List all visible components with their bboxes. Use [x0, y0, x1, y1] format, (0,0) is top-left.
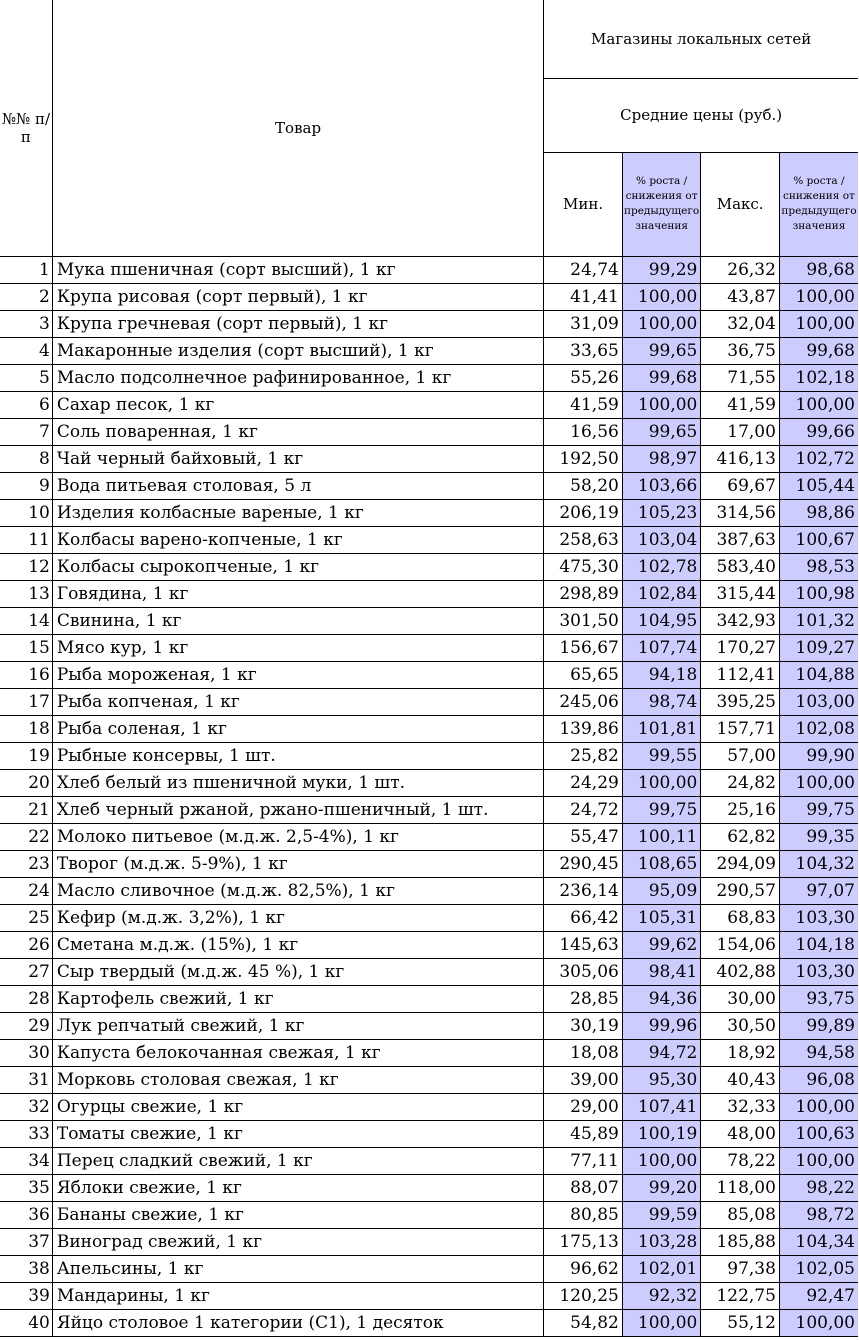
min-change-percent: 103,04	[622, 526, 701, 553]
max-price: 25,16	[701, 796, 780, 823]
product-name: Рыба мороженая, 1 кг	[52, 661, 543, 688]
product-name: Колбасы варено-копченые, 1 кг	[52, 526, 543, 553]
min-change-percent: 99,55	[622, 742, 701, 769]
table-row	[0, 1228, 858, 1255]
product-name: Свинина, 1 кг	[52, 607, 543, 634]
table-row	[0, 472, 858, 499]
product-name: Вода питьевая столовая, 5 л	[52, 472, 543, 499]
min-change-percent: 92,32	[622, 1282, 701, 1309]
max-price: 30,50	[701, 1012, 780, 1039]
table-row	[0, 499, 858, 526]
row-number: 2	[0, 283, 52, 310]
row-number: 38	[0, 1255, 52, 1282]
min-change-percent: 100,11	[622, 823, 701, 850]
product-name: Рыба копченая, 1 кг	[52, 688, 543, 715]
min-change-percent: 105,23	[622, 499, 701, 526]
min-change-percent: 102,01	[622, 1255, 701, 1282]
table-row	[0, 337, 858, 364]
header-pct-min: % роста / снижения от предыдущего значения	[622, 152, 701, 256]
min-change-percent: 107,74	[622, 634, 701, 661]
row-number: 3	[0, 310, 52, 337]
max-price: 30,00	[701, 985, 780, 1012]
product-name: Сахар песок, 1 кг	[52, 391, 543, 418]
product-name: Кефир (м.д.ж. 3,2%), 1 кг	[52, 904, 543, 931]
min-change-percent: 95,09	[622, 877, 701, 904]
min-price: 475,30	[544, 553, 623, 580]
min-price: 58,20	[544, 472, 623, 499]
row-number: 28	[0, 985, 52, 1012]
min-price: 33,65	[544, 337, 623, 364]
max-price: 40,43	[701, 1066, 780, 1093]
row-number: 30	[0, 1039, 52, 1066]
table-row	[0, 742, 858, 769]
product-name: Чай черный байховый, 1 кг	[52, 445, 543, 472]
min-change-percent: 99,65	[622, 337, 701, 364]
table-row	[0, 283, 858, 310]
product-name: Хлеб черный ржаной, ржано-пшеничный, 1 шт.	[52, 796, 543, 823]
min-price: 54,82	[544, 1309, 623, 1336]
row-number: 6	[0, 391, 52, 418]
max-price: 62,82	[701, 823, 780, 850]
min-change-percent: 100,00	[622, 1147, 701, 1174]
min-price: 24,74	[544, 256, 623, 283]
min-price: 41,59	[544, 391, 623, 418]
product-name: Молоко питьевое (м.д.ж. 2,5-4%), 1 кг	[52, 823, 543, 850]
min-change-percent: 100,00	[622, 310, 701, 337]
min-price: 258,63	[544, 526, 623, 553]
table-row	[0, 931, 858, 958]
product-name: Хлеб белый из пшеничной муки, 1 шт.	[52, 769, 543, 796]
product-name: Масло подсолнечное рафинированное, 1 кг	[52, 364, 543, 391]
row-number: 37	[0, 1228, 52, 1255]
min-change-percent: 95,30	[622, 1066, 701, 1093]
table-row	[0, 1282, 858, 1309]
max-price: 416,13	[701, 445, 780, 472]
max-price: 314,56	[701, 499, 780, 526]
row-number: 14	[0, 607, 52, 634]
table-row	[0, 1174, 858, 1201]
min-change-percent: 107,41	[622, 1093, 701, 1120]
max-change-percent: 94,58	[779, 1039, 858, 1066]
max-price: 170,27	[701, 634, 780, 661]
min-price: 156,67	[544, 634, 623, 661]
max-change-percent: 102,72	[779, 445, 858, 472]
max-change-percent: 103,30	[779, 958, 858, 985]
max-change-percent: 93,75	[779, 985, 858, 1012]
table-row	[0, 985, 858, 1012]
max-price: 71,55	[701, 364, 780, 391]
min-change-percent: 103,66	[622, 472, 701, 499]
min-price: 31,09	[544, 310, 623, 337]
product-name: Сметана м.д.ж. (15%), 1 кг	[52, 931, 543, 958]
min-price: 25,82	[544, 742, 623, 769]
max-price: 26,32	[701, 256, 780, 283]
max-change-percent: 100,00	[779, 769, 858, 796]
min-price: 298,89	[544, 580, 623, 607]
row-number: 4	[0, 337, 52, 364]
min-price: 24,72	[544, 796, 623, 823]
header-product: Товар	[52, 0, 543, 256]
header-pct-max: % роста / снижения от предыдущего значения	[779, 152, 858, 256]
min-price: 301,50	[544, 607, 623, 634]
row-number: 13	[0, 580, 52, 607]
max-price: 17,00	[701, 418, 780, 445]
min-change-percent: 99,59	[622, 1201, 701, 1228]
min-price: 41,41	[544, 283, 623, 310]
table-row	[0, 553, 858, 580]
min-price: 45,89	[544, 1120, 623, 1147]
table-row	[0, 823, 858, 850]
table-row	[0, 1039, 858, 1066]
product-name: Яйцо столовое 1 категории (С1), 1 десяток	[52, 1309, 543, 1336]
min-change-percent: 94,72	[622, 1039, 701, 1066]
max-change-percent: 99,75	[779, 796, 858, 823]
table-row	[0, 769, 858, 796]
row-number: 25	[0, 904, 52, 931]
product-name: Рыба соленая, 1 кг	[52, 715, 543, 742]
max-price: 290,57	[701, 877, 780, 904]
table-row	[0, 688, 858, 715]
min-change-percent: 99,20	[622, 1174, 701, 1201]
max-price: 32,04	[701, 310, 780, 337]
row-number: 33	[0, 1120, 52, 1147]
product-name: Перец сладкий свежий, 1 кг	[52, 1147, 543, 1174]
max-price: 57,00	[701, 742, 780, 769]
max-price: 48,00	[701, 1120, 780, 1147]
max-change-percent: 100,00	[779, 1147, 858, 1174]
table-row	[0, 877, 858, 904]
min-price: 16,56	[544, 418, 623, 445]
max-price: 387,63	[701, 526, 780, 553]
max-price: 24,82	[701, 769, 780, 796]
max-price: 32,33	[701, 1093, 780, 1120]
table-row	[0, 310, 858, 337]
min-price: 55,26	[544, 364, 623, 391]
max-change-percent: 103,00	[779, 688, 858, 715]
row-number: 31	[0, 1066, 52, 1093]
min-change-percent: 99,75	[622, 796, 701, 823]
max-change-percent: 102,05	[779, 1255, 858, 1282]
max-change-percent: 98,86	[779, 499, 858, 526]
row-number: 18	[0, 715, 52, 742]
product-name: Сыр твердый (м.д.ж. 45 %), 1 кг	[52, 958, 543, 985]
min-change-percent: 104,95	[622, 607, 701, 634]
max-price: 154,06	[701, 931, 780, 958]
max-change-percent: 96,08	[779, 1066, 858, 1093]
min-price: 120,25	[544, 1282, 623, 1309]
row-number: 40	[0, 1309, 52, 1336]
row-number: 11	[0, 526, 52, 553]
row-number: 19	[0, 742, 52, 769]
max-change-percent: 101,32	[779, 607, 858, 634]
min-change-percent: 100,00	[622, 391, 701, 418]
min-price: 18,08	[544, 1039, 623, 1066]
row-number: 20	[0, 769, 52, 796]
row-number: 8	[0, 445, 52, 472]
min-price: 77,11	[544, 1147, 623, 1174]
max-price: 402,88	[701, 958, 780, 985]
max-price: 68,83	[701, 904, 780, 931]
max-price: 294,09	[701, 850, 780, 877]
product-name: Крупа рисовая (сорт первый), 1 кг	[52, 283, 543, 310]
product-name: Говядина, 1 кг	[52, 580, 543, 607]
table-row	[0, 1066, 858, 1093]
table-row	[0, 445, 858, 472]
min-price: 175,13	[544, 1228, 623, 1255]
min-price: 88,07	[544, 1174, 623, 1201]
min-price: 24,29	[544, 769, 623, 796]
min-price: 28,85	[544, 985, 623, 1012]
row-number: 5	[0, 364, 52, 391]
min-change-percent: 94,36	[622, 985, 701, 1012]
min-change-percent: 100,00	[622, 1309, 701, 1336]
min-price: 65,65	[544, 661, 623, 688]
product-name: Яблоки свежие, 1 кг	[52, 1174, 543, 1201]
min-price: 192,50	[544, 445, 623, 472]
product-name: Колбасы сырокопченые, 1 кг	[52, 553, 543, 580]
max-price: 122,75	[701, 1282, 780, 1309]
min-change-percent: 99,65	[622, 418, 701, 445]
max-price: 18,92	[701, 1039, 780, 1066]
max-change-percent: 104,32	[779, 850, 858, 877]
max-change-percent: 100,98	[779, 580, 858, 607]
product-name: Апельсины, 1 кг	[52, 1255, 543, 1282]
table-row	[0, 958, 858, 985]
table-row	[0, 661, 858, 688]
min-price: 245,06	[544, 688, 623, 715]
max-change-percent: 97,07	[779, 877, 858, 904]
table-row	[0, 1147, 858, 1174]
min-change-percent: 99,96	[622, 1012, 701, 1039]
max-change-percent: 100,00	[779, 1309, 858, 1336]
max-change-percent: 98,72	[779, 1201, 858, 1228]
min-change-percent: 101,81	[622, 715, 701, 742]
product-name: Макаронные изделия (сорт высший), 1 кг	[52, 337, 543, 364]
row-number: 24	[0, 877, 52, 904]
min-change-percent: 100,00	[622, 283, 701, 310]
product-name: Морковь столовая свежая, 1 кг	[52, 1066, 543, 1093]
max-price: 118,00	[701, 1174, 780, 1201]
row-number: 9	[0, 472, 52, 499]
product-name: Масло сливочное (м.д.ж. 82,5%), 1 кг	[52, 877, 543, 904]
max-price: 55,12	[701, 1309, 780, 1336]
max-change-percent: 100,00	[779, 391, 858, 418]
min-price: 29,00	[544, 1093, 623, 1120]
header-stores: Магазины локальных сетей	[544, 0, 858, 78]
min-change-percent: 99,62	[622, 931, 701, 958]
max-price: 69,67	[701, 472, 780, 499]
product-name: Изделия колбасные вареные, 1 кг	[52, 499, 543, 526]
max-price: 395,25	[701, 688, 780, 715]
row-number: 36	[0, 1201, 52, 1228]
table-row	[0, 1120, 858, 1147]
max-price: 157,71	[701, 715, 780, 742]
table-row	[0, 526, 858, 553]
min-price: 139,86	[544, 715, 623, 742]
max-change-percent: 105,44	[779, 472, 858, 499]
header-number: №№ п/п	[0, 0, 52, 256]
row-number: 26	[0, 931, 52, 958]
header-min: Мин.	[544, 152, 623, 256]
header-average-prices: Средние цены (руб.)	[544, 78, 858, 152]
max-change-percent: 99,90	[779, 742, 858, 769]
max-change-percent: 104,88	[779, 661, 858, 688]
table-row	[0, 364, 858, 391]
table-row	[0, 850, 858, 877]
row-number: 39	[0, 1282, 52, 1309]
product-name: Мука пшеничная (сорт высший), 1 кг	[52, 256, 543, 283]
min-change-percent: 99,29	[622, 256, 701, 283]
max-change-percent: 104,18	[779, 931, 858, 958]
min-price: 236,14	[544, 877, 623, 904]
max-change-percent: 99,89	[779, 1012, 858, 1039]
row-number: 10	[0, 499, 52, 526]
min-change-percent: 94,18	[622, 661, 701, 688]
table-row	[0, 904, 858, 931]
max-price: 315,44	[701, 580, 780, 607]
min-price: 30,19	[544, 1012, 623, 1039]
max-change-percent: 100,63	[779, 1120, 858, 1147]
table-row	[0, 1093, 858, 1120]
table-row	[0, 391, 858, 418]
product-name: Лук репчатый свежий, 1 кг	[52, 1012, 543, 1039]
row-number: 21	[0, 796, 52, 823]
min-price: 80,85	[544, 1201, 623, 1228]
min-change-percent: 98,74	[622, 688, 701, 715]
table-row	[0, 607, 858, 634]
table-row	[0, 796, 858, 823]
product-name: Мясо кур, 1 кг	[52, 634, 543, 661]
max-change-percent: 100,67	[779, 526, 858, 553]
min-change-percent: 99,68	[622, 364, 701, 391]
min-change-percent: 108,65	[622, 850, 701, 877]
min-price: 96,62	[544, 1255, 623, 1282]
max-change-percent: 100,00	[779, 310, 858, 337]
max-change-percent: 92,47	[779, 1282, 858, 1309]
table-row	[0, 634, 858, 661]
max-change-percent: 102,18	[779, 364, 858, 391]
row-number: 12	[0, 553, 52, 580]
row-number: 35	[0, 1174, 52, 1201]
min-change-percent: 98,97	[622, 445, 701, 472]
max-change-percent: 98,22	[779, 1174, 858, 1201]
product-name: Творог (м.д.ж. 5-9%), 1 кг	[52, 850, 543, 877]
min-change-percent: 102,84	[622, 580, 701, 607]
row-number: 16	[0, 661, 52, 688]
max-change-percent: 100,00	[779, 283, 858, 310]
max-price: 583,40	[701, 553, 780, 580]
product-name: Виноград свежий, 1 кг	[52, 1228, 543, 1255]
row-number: 23	[0, 850, 52, 877]
max-price: 97,38	[701, 1255, 780, 1282]
row-number: 34	[0, 1147, 52, 1174]
max-change-percent: 102,08	[779, 715, 858, 742]
table-row	[0, 1201, 858, 1228]
max-price: 36,75	[701, 337, 780, 364]
max-change-percent: 99,35	[779, 823, 858, 850]
product-name: Капуста белокочанная свежая, 1 кг	[52, 1039, 543, 1066]
row-number: 1	[0, 256, 52, 283]
min-price: 55,47	[544, 823, 623, 850]
max-change-percent: 98,53	[779, 553, 858, 580]
table-row	[0, 1012, 858, 1039]
max-price: 41,59	[701, 391, 780, 418]
max-change-percent: 100,00	[779, 1093, 858, 1120]
max-change-percent: 99,66	[779, 418, 858, 445]
table-row	[0, 580, 858, 607]
max-change-percent: 104,34	[779, 1228, 858, 1255]
table-row	[0, 715, 858, 742]
min-price: 305,06	[544, 958, 623, 985]
row-number: 22	[0, 823, 52, 850]
min-change-percent: 102,78	[622, 553, 701, 580]
min-change-percent: 100,00	[622, 769, 701, 796]
max-change-percent: 103,30	[779, 904, 858, 931]
product-name: Рыбные консервы, 1 шт.	[52, 742, 543, 769]
max-price: 112,41	[701, 661, 780, 688]
product-name: Огурцы свежие, 1 кг	[52, 1093, 543, 1120]
table-body	[0, 256, 858, 1336]
table-row	[0, 1255, 858, 1282]
max-change-percent: 98,68	[779, 256, 858, 283]
max-price: 342,93	[701, 607, 780, 634]
min-change-percent: 100,19	[622, 1120, 701, 1147]
min-price: 290,45	[544, 850, 623, 877]
row-number: 7	[0, 418, 52, 445]
min-change-percent: 103,28	[622, 1228, 701, 1255]
row-number: 17	[0, 688, 52, 715]
min-change-percent: 98,41	[622, 958, 701, 985]
min-price: 145,63	[544, 931, 623, 958]
product-name: Томаты свежие, 1 кг	[52, 1120, 543, 1147]
min-price: 39,00	[544, 1066, 623, 1093]
row-number: 29	[0, 1012, 52, 1039]
min-change-percent: 105,31	[622, 904, 701, 931]
product-name: Соль поваренная, 1 кг	[52, 418, 543, 445]
product-name: Бананы свежие, 1 кг	[52, 1201, 543, 1228]
max-price: 43,87	[701, 283, 780, 310]
min-price: 206,19	[544, 499, 623, 526]
max-price: 78,22	[701, 1147, 780, 1174]
table-row	[0, 1309, 858, 1336]
row-number: 15	[0, 634, 52, 661]
min-price: 66,42	[544, 904, 623, 931]
table-row	[0, 418, 858, 445]
row-number: 32	[0, 1093, 52, 1120]
header-max: Макс.	[701, 152, 780, 256]
product-name: Мандарины, 1 кг	[52, 1282, 543, 1309]
max-price: 85,08	[701, 1201, 780, 1228]
max-change-percent: 109,27	[779, 634, 858, 661]
product-name: Картофель свежий, 1 кг	[52, 985, 543, 1012]
max-change-percent: 99,68	[779, 337, 858, 364]
row-number: 27	[0, 958, 52, 985]
product-name: Крупа гречневая (сорт первый), 1 кг	[52, 310, 543, 337]
max-price: 185,88	[701, 1228, 780, 1255]
table-row	[0, 256, 858, 283]
